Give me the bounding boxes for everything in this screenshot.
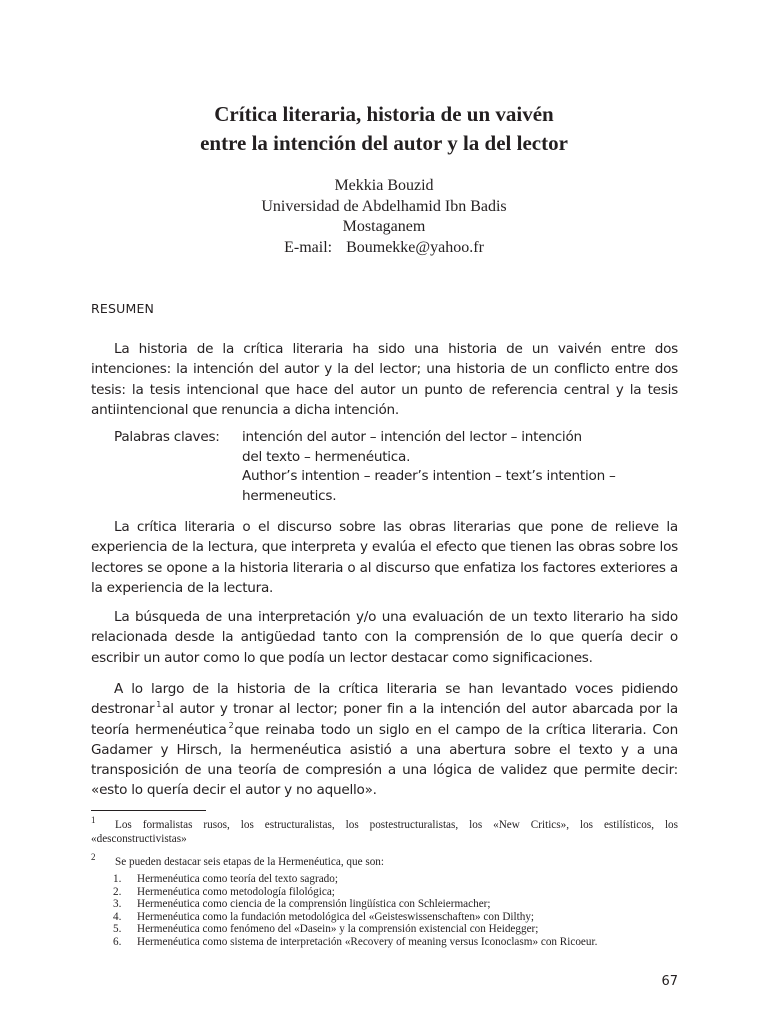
list-item (113, 923, 678, 936)
list-item-text: Hermenéutica como metodología filológica; (137, 885, 335, 898)
abstract-paragraph (91, 339, 678, 420)
footnote-intro: Se pueden destacar seis etapas de la Hermenéutica, que son: (115, 856, 385, 868)
list-item-number: 1. (113, 873, 122, 885)
keywords-list (242, 428, 682, 506)
list-item-text: Hermenéutica como fenómeno del «Dasein» y la comprensión existencial con Heidegger; (137, 923, 539, 936)
paragraph-segment: A lo largo de la historia de la crítica literaria se han levantado voces pidiendo destronar (91, 681, 678, 718)
list-item-number: 4. (113, 910, 122, 923)
footnote-ref-1[interactable]: 1 (156, 700, 162, 710)
list-item (113, 911, 678, 924)
email-label: E-mail: (284, 238, 333, 256)
list-item (113, 886, 678, 899)
author-affiliation: Universidad de Abdelhamid Ibn Badis (261, 197, 507, 215)
footnote-number: 2 (91, 852, 96, 862)
footnote-ref-2[interactable]: 2 (228, 720, 234, 730)
email-address: Boumekke@yahoo.fr (346, 238, 484, 256)
list-item (113, 936, 678, 949)
list-item-text: Hermenéutica como teoría del texto sagrado; (137, 873, 338, 885)
body-paragraph-1 (91, 517, 678, 598)
body-paragraph-2 (91, 607, 678, 668)
paragraph-segment: que reinaba todo un siglo en el campo de la crítica literaria. Con Gadamer y Hirsch, la hermenéutica asistió a una abertura sobre el texto y a una transposición de una teoría de compresión a una lógica de validez que permite decir: «esto lo quería decir el autor y no aquello». (91, 721, 678, 799)
title-line-1: Crítica literaria, historia de un vaivén (214, 102, 554, 126)
paragraph-text: La búsqueda de una interpretación y/o una evaluación de un texto literario ha sido relacionada desde la antigüedad tanto con la comprensión de lo que quería decir o escribir un autor como lo que podía un lector destacar como significaciones. (91, 609, 678, 666)
list-item-number: 6. (113, 935, 122, 948)
author-name: Mekkia Bouzid (334, 177, 434, 194)
list-item-number: 2. (113, 885, 122, 898)
title-line-2: entre la intención del autor y la del lector (200, 131, 568, 155)
paragraph-segment: al autor y tronar al lector; poner fin a la intención del autor abarcada por la teoría hermenéutica (91, 701, 678, 738)
abstract-text: La historia de la crítica literaria ha sido una historia de un vaivén entre dos intenciones: la intención del autor y la del lector; una historia de un conflicto entre dos tesis: la tesis intencional que hace del autor un punto de referencia central y la tesis antiintencional que renuncia a dicha intención. (91, 341, 678, 418)
keywords-line: del texto – hermenéutica. (242, 448, 411, 465)
footnote-number: 1 (91, 815, 96, 825)
hermeneutics-stages-list (91, 873, 678, 949)
list-item-text: Hermenéutica como ciencia de la comprensión lingüística con Schleiermacher; (137, 898, 491, 911)
page-number: 67 (661, 974, 678, 989)
footnote-1 (91, 815, 678, 846)
footnote-separator (91, 810, 206, 811)
keywords-line: hermeneutics. (242, 487, 337, 504)
list-item-number: 5. (113, 923, 122, 936)
article-title (0, 100, 768, 158)
list-item-number: 3. (113, 898, 122, 911)
author-city: Mostaganem (342, 218, 426, 235)
author-email-line (0, 238, 768, 259)
author-block (0, 176, 768, 258)
footnote-2 (91, 852, 678, 949)
list-item-text: Hermenéutica como la fundación metodológica del «Geisteswissenschaften» con Dilthy; (137, 910, 535, 923)
footnote-text: Los formalistas rusos, los estructuralistas, los postestructuralistas, los «New Critics», los estilísticos, los «desconstructivistas» (91, 819, 678, 845)
list-item (113, 898, 678, 911)
keywords-line: intención del autor – intención del lector – intención (242, 429, 582, 445)
list-item-text: Hermenéutica como sistema de interpretación «Recovery of meaning versus Iconoclasm» con Ricoeur. (137, 935, 598, 948)
paragraph-text (91, 679, 678, 801)
list-item (113, 873, 678, 886)
keywords-line: Author’s intention – reader’s intention – text’s intention – (242, 468, 616, 484)
keywords-label: Palabras claves: (114, 429, 220, 445)
abstract-heading: RESUMEN (91, 301, 155, 316)
paragraph-text: La crítica literaria o el discurso sobre las obras literarias que pone de relieve la experiencia de la lectura, que interpreta y evalúa el efecto que tienen las obras sobre los lectores se opone a la historia literaria o al discurso que enfatiza los factores exteriores a la experiencia de la lectura. (91, 519, 678, 596)
body-paragraph-3 (91, 679, 678, 801)
